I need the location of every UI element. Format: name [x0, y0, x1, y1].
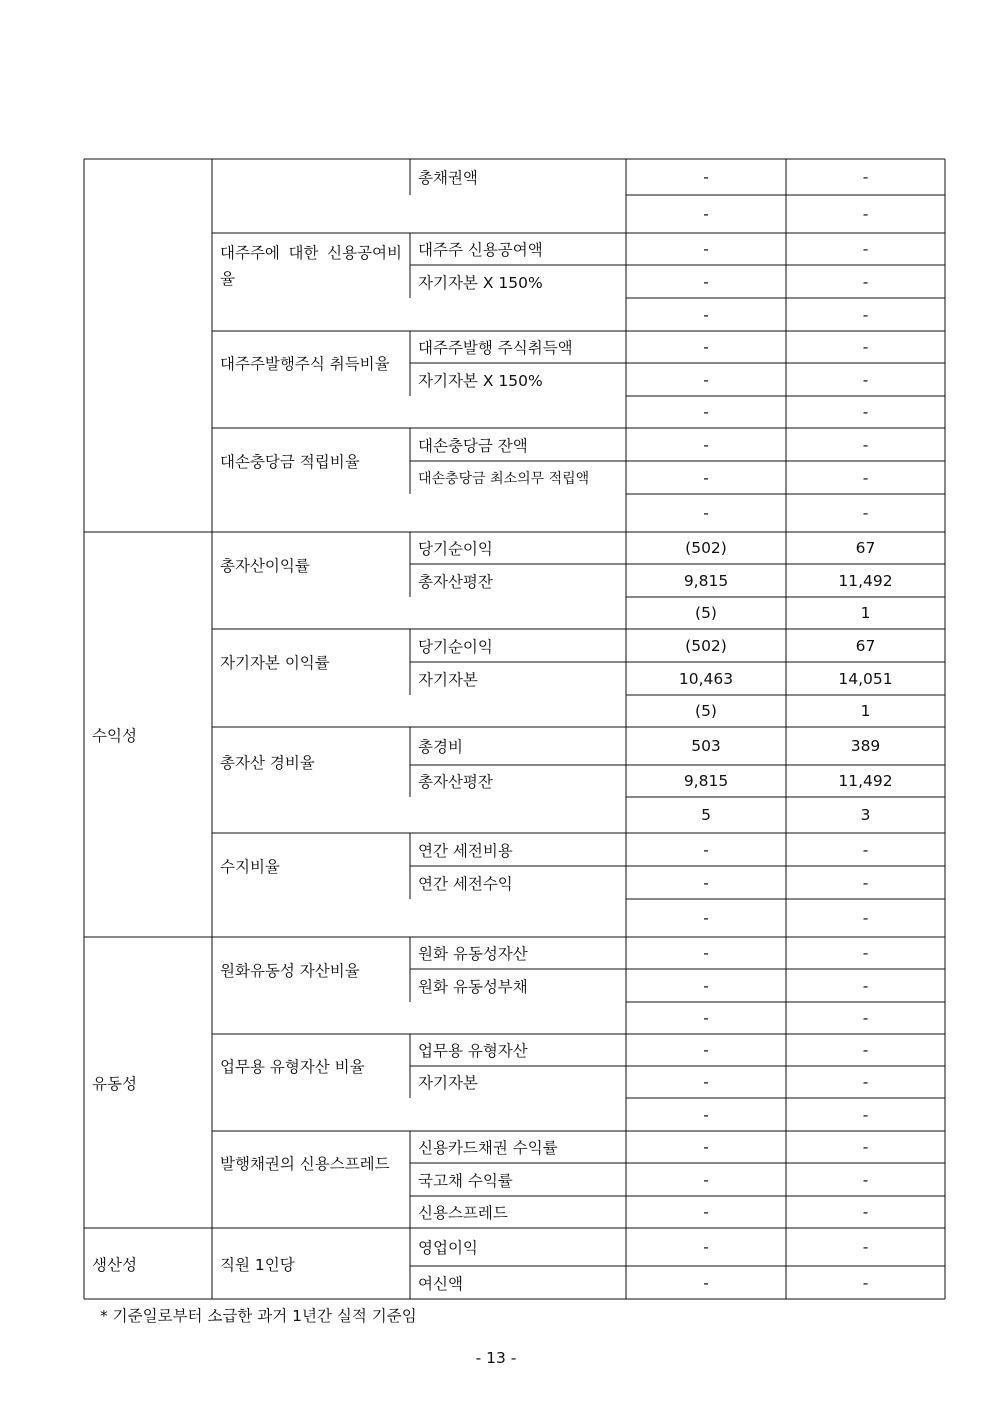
item-label: 연간 세전수익: [418, 874, 513, 893]
value-current: 9,815: [683, 772, 729, 790]
value-current: -: [703, 1105, 709, 1124]
metric-cell: 수지비율: [220, 858, 280, 876]
value-current: (502): [685, 636, 727, 655]
value-current: -: [703, 240, 709, 258]
item-label: 총경비: [418, 738, 463, 756]
item-label: 총자산평잔: [418, 773, 493, 791]
value-current: -: [703, 1138, 709, 1156]
metric-cell: 대주주발행주식 취득비율: [220, 354, 390, 373]
page-number: - 13 -: [475, 1349, 517, 1367]
value-current: -: [703, 976, 709, 995]
item-label: 신용카드채권 수익률: [418, 1139, 558, 1157]
value-current: -: [703, 1170, 709, 1189]
value-current: -: [703, 338, 709, 356]
value-previous: -: [862, 205, 869, 223]
metric-cell: 업무용 유형자산 비율: [220, 1058, 365, 1076]
value-previous: -: [862, 1273, 869, 1292]
value-previous: -: [862, 504, 869, 522]
item-label: 대주주 신용공여액: [418, 241, 543, 259]
item-label: 국고채 수익률: [418, 1171, 513, 1190]
value-previous: -: [862, 403, 869, 421]
value-previous: -: [862, 240, 869, 258]
value-previous: 389: [850, 737, 881, 755]
value-previous: 3: [860, 806, 871, 824]
metric-cell: 원화유동성 자산비율: [220, 961, 360, 980]
metric-cell: [212, 159, 410, 195]
value-previous: 14,051: [838, 669, 893, 688]
value-previous: -: [862, 873, 869, 892]
value-previous: -: [862, 370, 869, 389]
metric-cell: 총자산이익률: [220, 556, 310, 575]
value-previous: -: [862, 338, 869, 356]
value-current: -: [703, 944, 709, 962]
value-current: (5): [695, 604, 717, 622]
item-label: 당기순이익: [418, 540, 493, 558]
value-current: -: [703, 272, 709, 291]
item-label: 대손충당금 최소의무 적립액: [418, 470, 590, 487]
item-label: 업무용 유형자산: [418, 1042, 528, 1060]
item-label: 자기자본: [418, 1074, 478, 1092]
value-previous: -: [862, 909, 869, 927]
value-current: -: [703, 435, 709, 454]
value-previous: -: [862, 1073, 869, 1091]
item-label: 연간 세전비용: [418, 841, 513, 860]
value-previous: -: [862, 1138, 869, 1156]
value-current: -: [703, 1041, 709, 1059]
value-current: -: [703, 1073, 709, 1091]
item-label: 당기순이익: [418, 637, 493, 656]
value-previous: -: [862, 305, 869, 324]
value-current: 9,815: [683, 571, 729, 590]
value-previous: -: [862, 976, 869, 995]
value-current: 5: [701, 806, 711, 824]
item-label: 자기자본: [418, 670, 478, 689]
metric-cell: 총자산 경비율: [220, 754, 315, 772]
value-current: -: [703, 840, 709, 859]
value-current: -: [703, 370, 709, 389]
value-previous: -: [862, 435, 869, 454]
item-label: 신용스프레드: [418, 1204, 508, 1222]
category-cell: [84, 159, 212, 532]
value-current: -: [703, 305, 709, 324]
category-cell: 유동성: [92, 1074, 137, 1093]
value-current: -: [703, 1009, 709, 1027]
value-current: -: [703, 909, 709, 927]
category-cell: 생산성: [92, 1255, 137, 1274]
value-previous: 1: [860, 604, 871, 622]
value-current: -: [703, 873, 709, 892]
metric-cell: 직원 1인당: [220, 1255, 295, 1274]
value-previous: -: [862, 1238, 869, 1256]
item-label: 대손충당금 잔액: [418, 436, 528, 455]
value-current: -: [703, 1203, 709, 1221]
value-current: 503: [691, 737, 721, 755]
value-previous: -: [862, 1041, 869, 1059]
metric-cell: 대손충당금 적립비율: [220, 453, 360, 471]
value-previous: 11,492: [838, 571, 893, 590]
value-current: 10,463: [678, 669, 734, 688]
item-label: 원화 유동성자산: [418, 945, 528, 963]
value-previous: -: [862, 1105, 869, 1124]
value-previous: 67: [855, 539, 876, 557]
item-label: 자기자본 X 150%: [418, 273, 543, 292]
value-previous: -: [862, 840, 869, 859]
value-previous: -: [862, 1170, 869, 1189]
item-label: 총채권액: [418, 169, 478, 187]
value-current: -: [703, 1238, 709, 1256]
metric-cell: 자기자본 이익률: [220, 654, 330, 672]
value-previous: -: [862, 168, 869, 186]
item-label: 총자산평잔: [418, 572, 493, 591]
value-current: -: [703, 403, 709, 421]
item-label: 자기자본 X 150%: [418, 371, 543, 390]
value-current: -: [703, 1273, 709, 1292]
item-label: 대주주발행 주식취득액: [418, 339, 573, 357]
value-previous: -: [862, 272, 869, 291]
value-current: -: [703, 504, 709, 522]
value-previous: 1: [860, 702, 871, 720]
value-current: -: [703, 205, 709, 223]
metric-cell: 대주주에 대한 신용공여비율: [220, 243, 402, 288]
item-label: 여신액: [418, 1274, 463, 1293]
value-previous: -: [862, 468, 869, 487]
value-current: (502): [685, 539, 727, 557]
value-previous: -: [862, 944, 869, 962]
footnote: * 기준일로부터 소급한 과거 1년간 실적 기준임: [100, 1307, 417, 1325]
category-cell: 수익성: [92, 726, 137, 745]
value-current: -: [703, 168, 709, 186]
metric-cell: 발행채권의 신용스프레드: [220, 1154, 390, 1173]
value-current: -: [703, 468, 709, 487]
item-label: 원화 유동성부채: [418, 977, 528, 996]
value-previous: -: [862, 1009, 869, 1027]
value-current: (5): [695, 702, 717, 720]
value-previous: -: [862, 1203, 869, 1221]
value-previous: 67: [855, 636, 876, 655]
value-previous: 11,492: [838, 772, 893, 790]
item-label: 영업이익: [418, 1239, 478, 1257]
